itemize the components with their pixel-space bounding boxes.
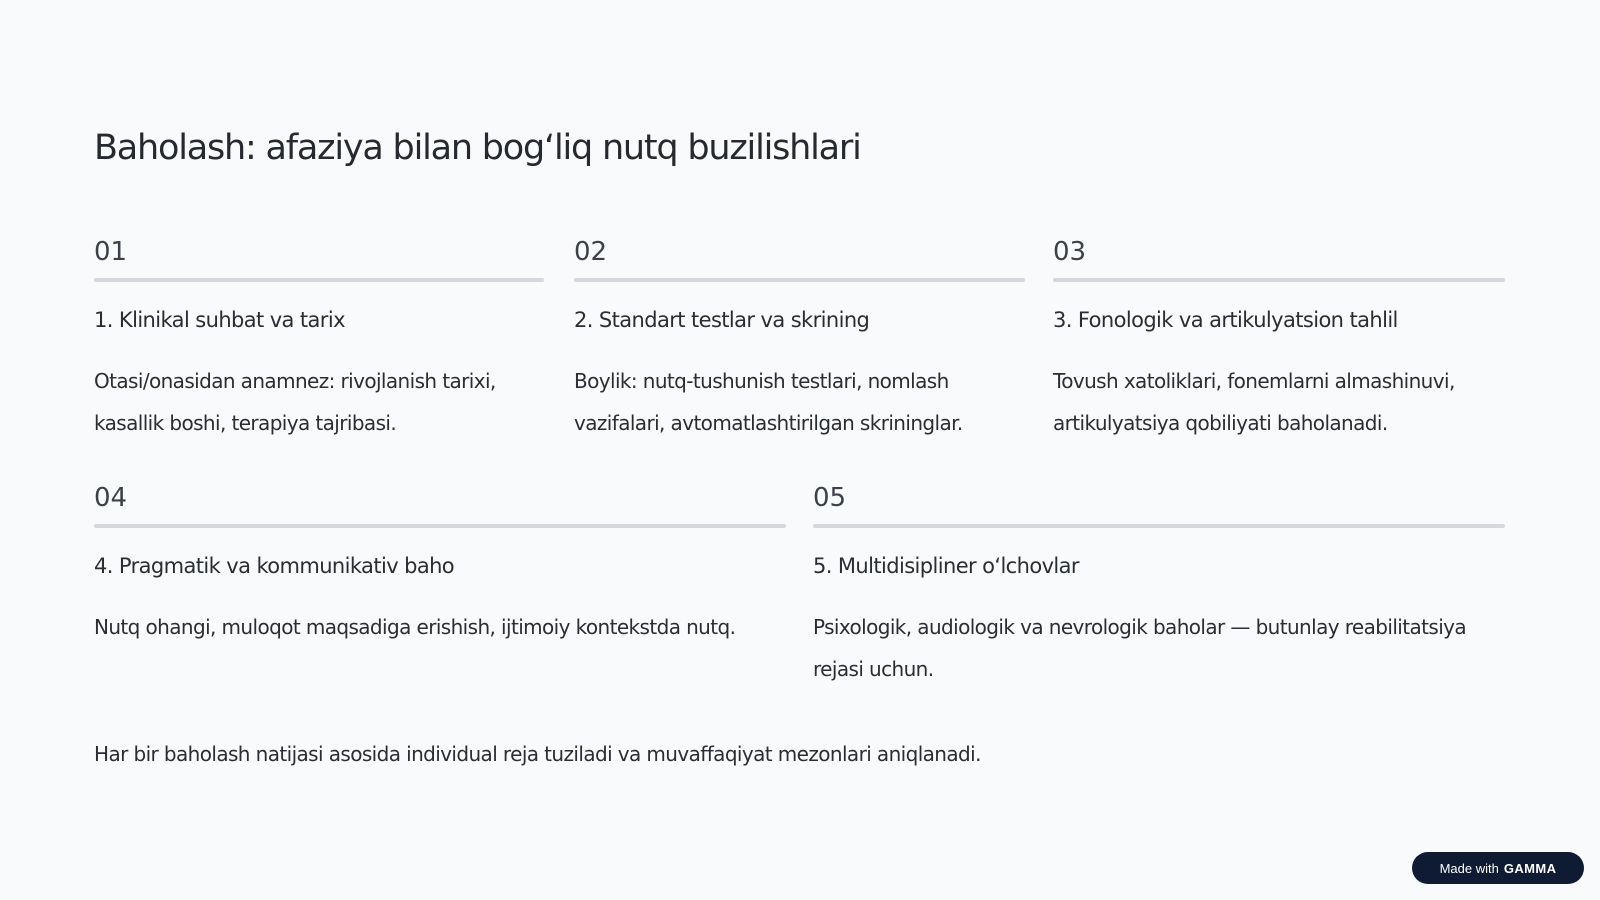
badge-prefix: Made with <box>1439 860 1499 876</box>
step-divider <box>1053 278 1505 282</box>
step-description: Boylik: nutq-tushunish testlari, nomlash vazifalari, avtomatlashtirilgan skrininglаr. <box>574 369 963 435</box>
step-heading: 1. Klinikal suhbat va tarix <box>94 308 345 332</box>
step-number: 05 <box>813 483 847 513</box>
step-description: Otasi/onasidan anamnez: rivojlanish tarixi, kasallik boshi, terapiya tajribasi. <box>94 369 496 435</box>
made-with-gamma-badge[interactable] <box>1412 852 1584 884</box>
step-number: 03 <box>1053 237 1087 267</box>
step-description: Nutq ohangi, muloqot maqsadiga erishish, ijtimoiy kontekstda nutq. <box>94 615 736 639</box>
step-divider <box>574 278 1025 282</box>
gamma-logo: GAMMA <box>1503 860 1557 876</box>
step-card-01 <box>94 236 544 444</box>
step-number: 02 <box>574 237 608 267</box>
step-heading: 2. Standart testlar va skrining <box>574 308 870 332</box>
step-description: Psixologik, audiologik va nevrologik baholar — butunlay reabilitatsiya rejasi uchun. <box>813 615 1467 681</box>
step-card-04 <box>94 482 786 648</box>
step-heading: 4. Pragmatik va kommunikativ baho <box>94 554 455 578</box>
step-divider <box>94 524 786 528</box>
step-card-03 <box>1053 236 1505 444</box>
step-divider <box>813 524 1505 528</box>
step-divider <box>94 278 544 282</box>
step-card-02 <box>574 236 1025 444</box>
step-description: Tovush xatoliklari, fonemlarni almashinuvi, artikulyatsiya qobiliyati baholanadi. <box>1053 369 1455 435</box>
step-heading: 5. Multidisipliner o‘lchovlar <box>813 554 1079 578</box>
step-heading: 3. Fonologik va artikulyatsion tahlil <box>1053 308 1398 332</box>
step-number: 01 <box>94 237 128 267</box>
step-card-05 <box>813 482 1505 690</box>
step-number: 04 <box>94 483 128 513</box>
slide-title: Baholash: afaziya bilan bog‘liq nutq buzilishlari <box>94 128 861 168</box>
summary-text: Har bir baholash natijasi asosida individual reja tuziladi va muvaffaqiyat mezonlari aniqlanadi. <box>94 742 981 766</box>
